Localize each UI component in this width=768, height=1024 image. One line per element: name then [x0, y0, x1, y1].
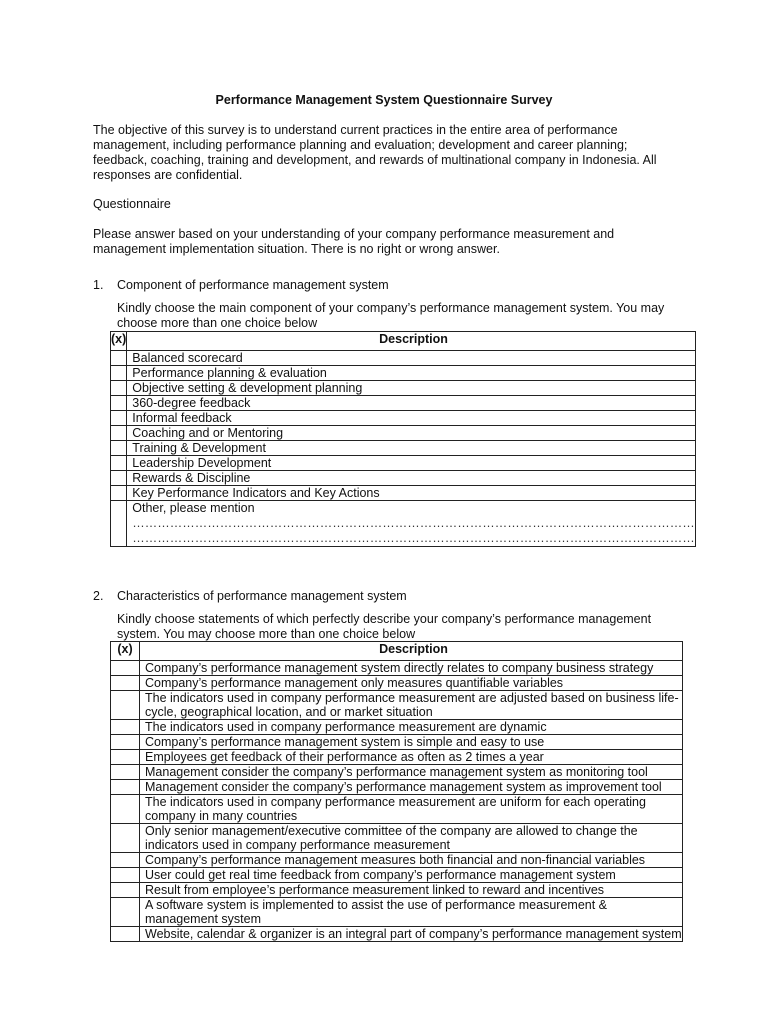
table-row [111, 396, 696, 411]
checkbox-cell[interactable] [111, 898, 140, 927]
section-2-table [110, 641, 683, 942]
checkbox-cell[interactable] [111, 381, 127, 396]
row-description: Rewards & Discipline [127, 471, 696, 486]
checkbox-cell[interactable] [111, 501, 127, 547]
section-2 [93, 589, 683, 642]
table-row [111, 441, 696, 456]
table-row [111, 765, 683, 780]
section-2-heading: Characteristics of performance management system [117, 589, 407, 603]
questionnaire-label: Questionnaire [93, 197, 171, 211]
table-row [111, 735, 683, 750]
table-row [111, 381, 696, 396]
table-row [111, 898, 683, 927]
checkbox-cell[interactable] [111, 351, 127, 366]
section-1-number: 1. [93, 278, 104, 292]
table-row [111, 824, 683, 853]
section-2-instruction: Kindly choose statements of which perfectly describe your company’s performance management system. You may choose more than one choice below [117, 612, 652, 641]
table-row [111, 661, 683, 676]
row-description: Website, calendar & organizer is an integral part of company’s performance management system [140, 927, 683, 942]
table-row [111, 676, 683, 691]
row-description: Company’s performance management only measures quantifiable variables [140, 676, 683, 691]
row-description: The indicators used in company performance measurement are dynamic [140, 720, 683, 735]
checkbox-cell[interactable] [111, 720, 140, 735]
checkbox-cell[interactable] [111, 765, 140, 780]
table-row [111, 720, 683, 735]
section-1-heading: Component of performance management system [117, 278, 389, 292]
row-description: Key Performance Indicators and Key Actions [127, 486, 696, 501]
section-1-table [110, 331, 696, 547]
row-description: Only senior management/executive committee of the company are allowed to change the indicators used in company performance measurement [140, 824, 683, 853]
description-column-header: Description [140, 642, 683, 661]
checkbox-cell[interactable] [111, 750, 140, 765]
row-description: A software system is implemented to assist the use of performance measurement & management system [140, 898, 683, 927]
table-row [111, 883, 683, 898]
row-description: Company’s performance management system directly relates to company business strategy [140, 661, 683, 676]
row-description: Informal feedback [127, 411, 696, 426]
section-1-instruction: Kindly choose the main component of your company’s performance management system. You may choose more than one choice below [117, 301, 665, 330]
checkbox-cell[interactable] [111, 396, 127, 411]
checkbox-cell[interactable] [111, 661, 140, 676]
row-description: Result from employee’s performance measurement linked to reward and incentives [140, 883, 683, 898]
checkbox-cell[interactable] [111, 676, 140, 691]
row-description: Balanced scorecard [127, 351, 696, 366]
row-description: Objective setting & development planning [127, 381, 696, 396]
checkbox-cell[interactable] [111, 780, 140, 795]
row-description: Training & Development [127, 441, 696, 456]
other-label: Other, please mention [132, 501, 255, 515]
checkbox-cell[interactable] [111, 426, 127, 441]
checkbox-cell[interactable] [111, 927, 140, 942]
table-row [111, 780, 683, 795]
other-input-line-2[interactable]: ……………………………………………………………………………………………………………………… [132, 531, 695, 545]
checkbox-cell[interactable] [111, 691, 140, 720]
table-row [111, 750, 683, 765]
section-2-number: 2. [93, 589, 104, 603]
checkbox-cell[interactable] [111, 366, 127, 381]
table-row [111, 868, 683, 883]
checkbox-cell[interactable] [111, 486, 127, 501]
section-1 [93, 278, 683, 331]
instructions-paragraph: Please answer based on your understanding of your company performance measurement and management implementation situation. There is no right or wrong answer. [93, 227, 615, 256]
row-description: The indicators used in company performance measurement are adjusted based on business life-cycle, geographical location, and or market situation [140, 691, 683, 720]
table-row [111, 486, 696, 501]
table-row [111, 471, 696, 486]
row-description: Coaching and or Mentoring [127, 426, 696, 441]
mark-column-header: (x) [111, 332, 127, 351]
checkbox-cell[interactable] [111, 883, 140, 898]
checkbox-cell[interactable] [111, 471, 127, 486]
page-title: Performance Management System Questionnaire Survey [215, 93, 553, 107]
row-description: Leadership Development [127, 456, 696, 471]
checkbox-cell[interactable] [111, 868, 140, 883]
checkbox-cell[interactable] [111, 411, 127, 426]
table-row [111, 426, 696, 441]
table-row [111, 411, 696, 426]
row-description: 360-degree feedback [127, 396, 696, 411]
table-row [111, 853, 683, 868]
row-description: Company’s performance management system is simple and easy to use [140, 735, 683, 750]
row-description: Management consider the company’s performance management system as improvement tool [140, 780, 683, 795]
row-description: Company’s performance management measures both financial and non-financial variables [140, 853, 683, 868]
other-input-line-1[interactable]: ……………………………………………………………………………………………………………………… [132, 516, 695, 530]
description-column-header: Description [127, 332, 696, 351]
row-description: The indicators used in company performance measurement are uniform for each operating company in many countries [140, 795, 683, 824]
checkbox-cell[interactable] [111, 441, 127, 456]
checkbox-cell[interactable] [111, 853, 140, 868]
checkbox-cell[interactable] [111, 824, 140, 853]
checkbox-cell[interactable] [111, 456, 127, 471]
table-row [111, 691, 683, 720]
mark-column-header: (x) [111, 642, 140, 661]
row-description: User could get real time feedback from company’s performance management system [140, 868, 683, 883]
table-row [111, 456, 696, 471]
checkbox-cell[interactable] [111, 735, 140, 750]
row-description: Employees get feedback of their performance as often as 2 times a year [140, 750, 683, 765]
table-row-other [111, 501, 696, 547]
table-row [111, 366, 696, 381]
table-row [111, 927, 683, 942]
table-row [111, 351, 696, 366]
checkbox-cell[interactable] [111, 795, 140, 824]
row-description: Management consider the company’s performance management system as monitoring tool [140, 765, 683, 780]
table-row [111, 795, 683, 824]
intro-paragraph: The objective of this survey is to understand current practices in the entire area of performance management, including performance planning and evaluation; development and career planning; feedback, coaching, training and development, and rewards of multinational company in Indonesia. All responses are confidential. [93, 123, 657, 182]
row-description: Performance planning & evaluation [127, 366, 696, 381]
